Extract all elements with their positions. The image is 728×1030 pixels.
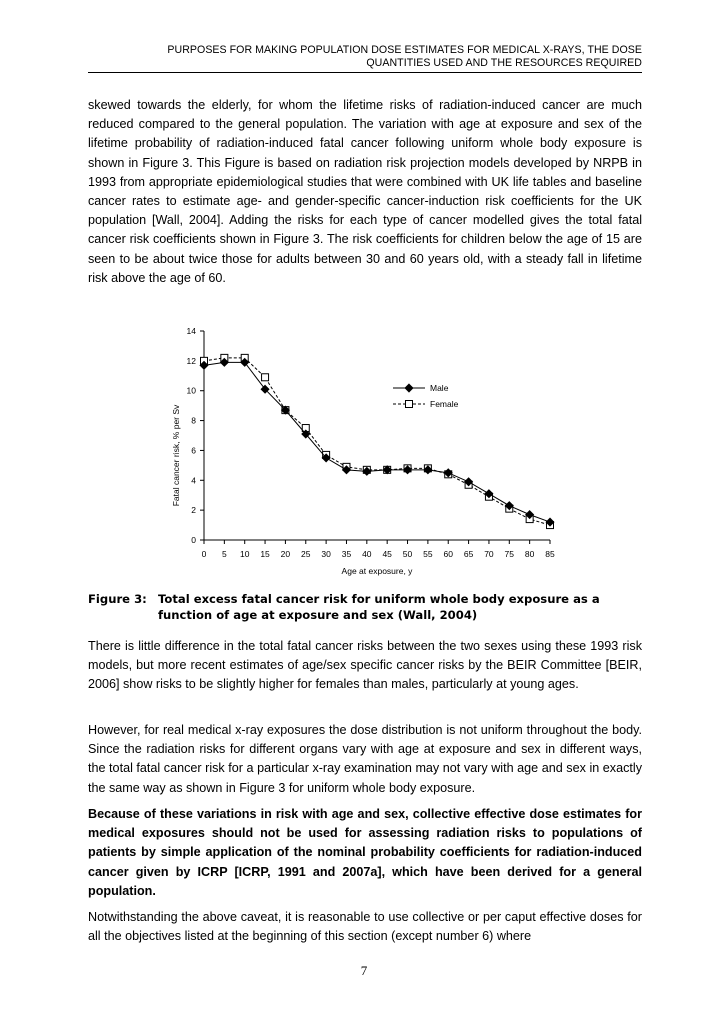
y-tick-label: 12 xyxy=(186,355,196,366)
x-tick-label: 5 xyxy=(221,549,227,559)
x-tick-label: 55 xyxy=(423,549,433,559)
x-axis-label: Age at exposure, y xyxy=(341,566,413,576)
running-header-line-2: QUANTITIES USED AND THE RESOURCES REQUIRED xyxy=(366,57,642,69)
series-male xyxy=(200,358,554,526)
series-female xyxy=(201,354,554,528)
y-tick-label: 8 xyxy=(191,415,196,426)
x-tick-label: 0 xyxy=(201,549,207,559)
series-line-male xyxy=(204,362,550,522)
y-tick-label: 2 xyxy=(191,505,196,516)
x-tick-label: 85 xyxy=(545,549,555,559)
x-tick-label: 65 xyxy=(463,549,474,559)
x-tick-label: 25 xyxy=(301,549,311,559)
chart-axes xyxy=(171,326,555,576)
paragraph-dose-distribution: However, for real medical x-ray exposures the dose distribution is not uniform throughout the body. Since the radiation risks for different organs vary with age at exposure and sex in different ways, the total fatal cancer risk for a particular x-ray examination may not vary with age and sex in exactly the same way as shown in Figure 3 for uniform whole body exposure. xyxy=(88,723,642,795)
legend-marker-female xyxy=(406,401,413,408)
x-tick-label: 35 xyxy=(341,549,352,559)
page-number: 7 xyxy=(360,963,368,978)
x-tick-label: 45 xyxy=(382,549,392,559)
y-tick-label: 6 xyxy=(191,445,196,456)
y-tick-label: 4 xyxy=(191,475,196,486)
x-tick-label: 80 xyxy=(524,549,535,559)
legend-label-male: Male xyxy=(430,383,449,393)
y-axis-label: Fatal cancer risk, % per Sv xyxy=(171,404,181,507)
paragraph-sex-difference: There is little difference in the total fatal cancer risks between the two sexes using these 1993 risk models, but more recent estimates of age/sex specific cancer risks by the BEIR Committee [BEIR, 2006] show risks to be slightly higher for females than males, particularly at young ages. xyxy=(88,639,642,692)
x-tick-label: 60 xyxy=(443,549,453,559)
x-tick-label: 50 xyxy=(402,549,413,559)
x-tick-label: 20 xyxy=(280,549,291,559)
paragraph-risk-variation: skewed towards the elderly, for whom the lifetime risks of radiation-induced cancer are much reduced compared to the general population. The variation with age at exposure and sex of the lifetime probability of radiation-induced fatal cancer following uniform whole body exposure is shown in Figure 3. This Figure is based on radiation risk projection models developed by NRPB in 1993 from appropriate epidemiological studies that were combined with UK life tables and baseline cancer rates to estimate age- and gender-specific cancer-induction risk coefficients for the UK population [Wall, 2004]. Adding the risks for each type of cancer modelled gives the total fatal cancer risk coefficients shown in Figure 3. The risk coefficients for children below the age of 15 are seen to be about twice those for adults between 30 and 60 years old, with a steady fall in lifetime risk above the age of 60. xyxy=(88,98,642,285)
x-tick-label: 15 xyxy=(260,549,270,559)
x-tick-label: 70 xyxy=(484,549,494,559)
legend-marker-male xyxy=(405,384,413,392)
chart-legend xyxy=(393,383,459,409)
y-tick-label: 14 xyxy=(186,326,196,336)
x-tick-label: 75 xyxy=(504,549,515,559)
x-tick-label: 30 xyxy=(321,549,331,559)
paragraph-notwithstanding: Notwithstanding the above caveat, it is reasonable to use collective or per caput effective doses for all the objectives listed at the beginning of this section (except number 6) where xyxy=(88,910,642,944)
figure-caption-text: Total excess fatal cancer risk for uniform whole body exposure as a function of age at exposure and sex (Wall, 2004) xyxy=(158,592,600,622)
legend-label-female: Female xyxy=(430,399,459,409)
figure-label: Figure 3: xyxy=(88,592,147,606)
paragraph-caveat-bold: Because of these variations in risk with age and sex, collective effective dose estimates for medical exposures should not be used for assessing radiation risks to populations of patients by simple application of the nominal probability coefficients for radiation-induced cancer given by ICRP [ICRP, 1991 and 2007a], which have been derived for a general population. xyxy=(88,807,642,898)
x-tick-label: 40 xyxy=(362,549,372,559)
x-tick-label: 10 xyxy=(239,549,250,559)
series-line-female xyxy=(204,358,550,525)
running-header-line-1: PURPOSES FOR MAKING POPULATION DOSE ESTIMATES FOR MEDICAL X-RAYS, THE DOSE xyxy=(167,44,642,56)
y-tick-label: 10 xyxy=(186,385,196,396)
chart-series xyxy=(200,354,554,528)
y-tick-label: 0 xyxy=(191,535,196,545)
data-point-female xyxy=(262,374,269,381)
